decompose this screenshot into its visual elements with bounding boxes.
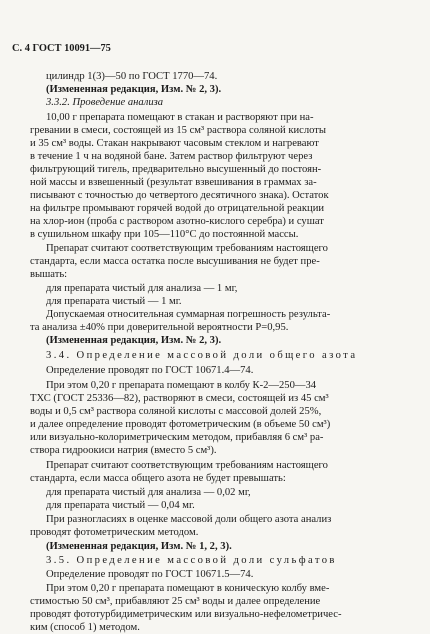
section-heading-3-5: 3.5. Определение массовой доли сульфатов bbox=[46, 555, 337, 566]
revision-note: (Измененная редакция, Изм. № 1, 2, 3). bbox=[46, 541, 232, 552]
text-line: писывают с точностью до четвертого десятичного знака). Остаток bbox=[30, 190, 329, 201]
text-line: для препарата чистый — 1 мг. bbox=[46, 296, 182, 307]
text-line: створа гидроокиси натрия (вместо 5 см³). bbox=[30, 445, 217, 456]
text-line: При этом 0,20 г препарата помещают в колбу К-2—250—34 bbox=[46, 380, 317, 391]
text-line: стимостью 50 см³, прибавляют 25 см³ воды и далее определение bbox=[30, 596, 321, 607]
text-line: Препарат считают соответствующим требованиям настоящего bbox=[46, 460, 328, 471]
text-line: в сушильном шкафу при 105—110°С до постоянной массы. bbox=[30, 229, 299, 240]
text-line: та анализа ±40% при доверительной вероятности P=0,95. bbox=[30, 322, 289, 333]
text-line: гревании в смеси, состоящей из 15 см³ раствора соляной кислоты bbox=[30, 125, 327, 136]
text-line: для препарата чистый для анализа — 1 мг, bbox=[46, 283, 238, 294]
text-line: проводят фототурбидиметрическим или визуально-нефелометричес- bbox=[30, 609, 342, 620]
text-line: для препарата чистый для анализа — 0,02 мг, bbox=[46, 487, 251, 498]
text-line: или визуально-колориметрическим методом, прибавляя 6 см³ ра- bbox=[30, 432, 324, 443]
text-line: При разногласиях в оценке массовой доли общего азота анализ bbox=[46, 514, 332, 525]
text-line: на фильтре промывают горячей водой до отрицательной реакции bbox=[30, 203, 325, 214]
text-line: Определение проводят по ГОСТ 10671.4—74. bbox=[46, 365, 254, 376]
revision-note: (Измененная редакция, Изм. № 2, 3). bbox=[46, 84, 222, 95]
text-line: При этом 0,20 г препарата помещают в коническую колбу вме- bbox=[46, 583, 330, 594]
text-line: для препарата чистый — 0,04 мг. bbox=[46, 500, 195, 511]
text-line: ТХС (ГОСТ 25336—82), растворяют в смеси, состоящей из 45 см³ bbox=[30, 393, 329, 404]
revision-note: (Измененная редакция, Изм. № 2, 3). bbox=[46, 335, 222, 346]
text-line: и далее определение проводят фотометрическим (в объеме 50 см³) bbox=[30, 419, 331, 430]
text-line: на хлор-ион (проба с раствором азотно-кислого серебра) и сушат bbox=[30, 216, 324, 227]
text-line: и 35 см³ воды. Стакан накрывают часовым стеклом и нагревают bbox=[30, 138, 319, 149]
text-line: 10,00 г препарата помещают в стакан и растворяют при на- bbox=[46, 112, 314, 123]
text-line: ной массы и взвешенный (результат взвешивания в граммах за- bbox=[30, 177, 317, 188]
text-line: воды и 0,5 см³ раствора соляной кислоты с массовой долей 25%, bbox=[30, 406, 322, 417]
text-line: проводят фотометрическим методом. bbox=[30, 527, 199, 538]
text-line: Допускаемая относительная суммарная погрешность результа- bbox=[46, 309, 331, 320]
text-line: стандарта, если масса общего азота не будет превышать: bbox=[30, 473, 286, 484]
text-line: ким (способ 1) методом. bbox=[30, 622, 140, 633]
section-heading-3-4: 3.4. Определение массовой доли общего азота bbox=[46, 350, 358, 361]
text-line: стандарта, если масса остатка после высушивания не будет пре- bbox=[30, 256, 320, 267]
text-line: вышать: bbox=[30, 269, 68, 280]
text-line: Препарат считают соответствующим требованиям настоящего bbox=[46, 243, 328, 254]
text-line: Определение проводят по ГОСТ 10671.5—74. bbox=[46, 569, 254, 580]
section-heading-3-3-2: 3.3.2. Проведение анализа bbox=[46, 97, 164, 108]
page-header: С. 4 ГОСТ 10091—75 bbox=[12, 43, 111, 54]
text-line: фильтрующий тигель, предварительно высушенный до постоян- bbox=[30, 164, 322, 175]
text-line: в течение 1 ч на водяной бане. Затем раствор фильтруют через bbox=[30, 151, 313, 162]
text-line: цилиндр 1(3)—50 по ГОСТ 1770—74. bbox=[46, 71, 218, 82]
